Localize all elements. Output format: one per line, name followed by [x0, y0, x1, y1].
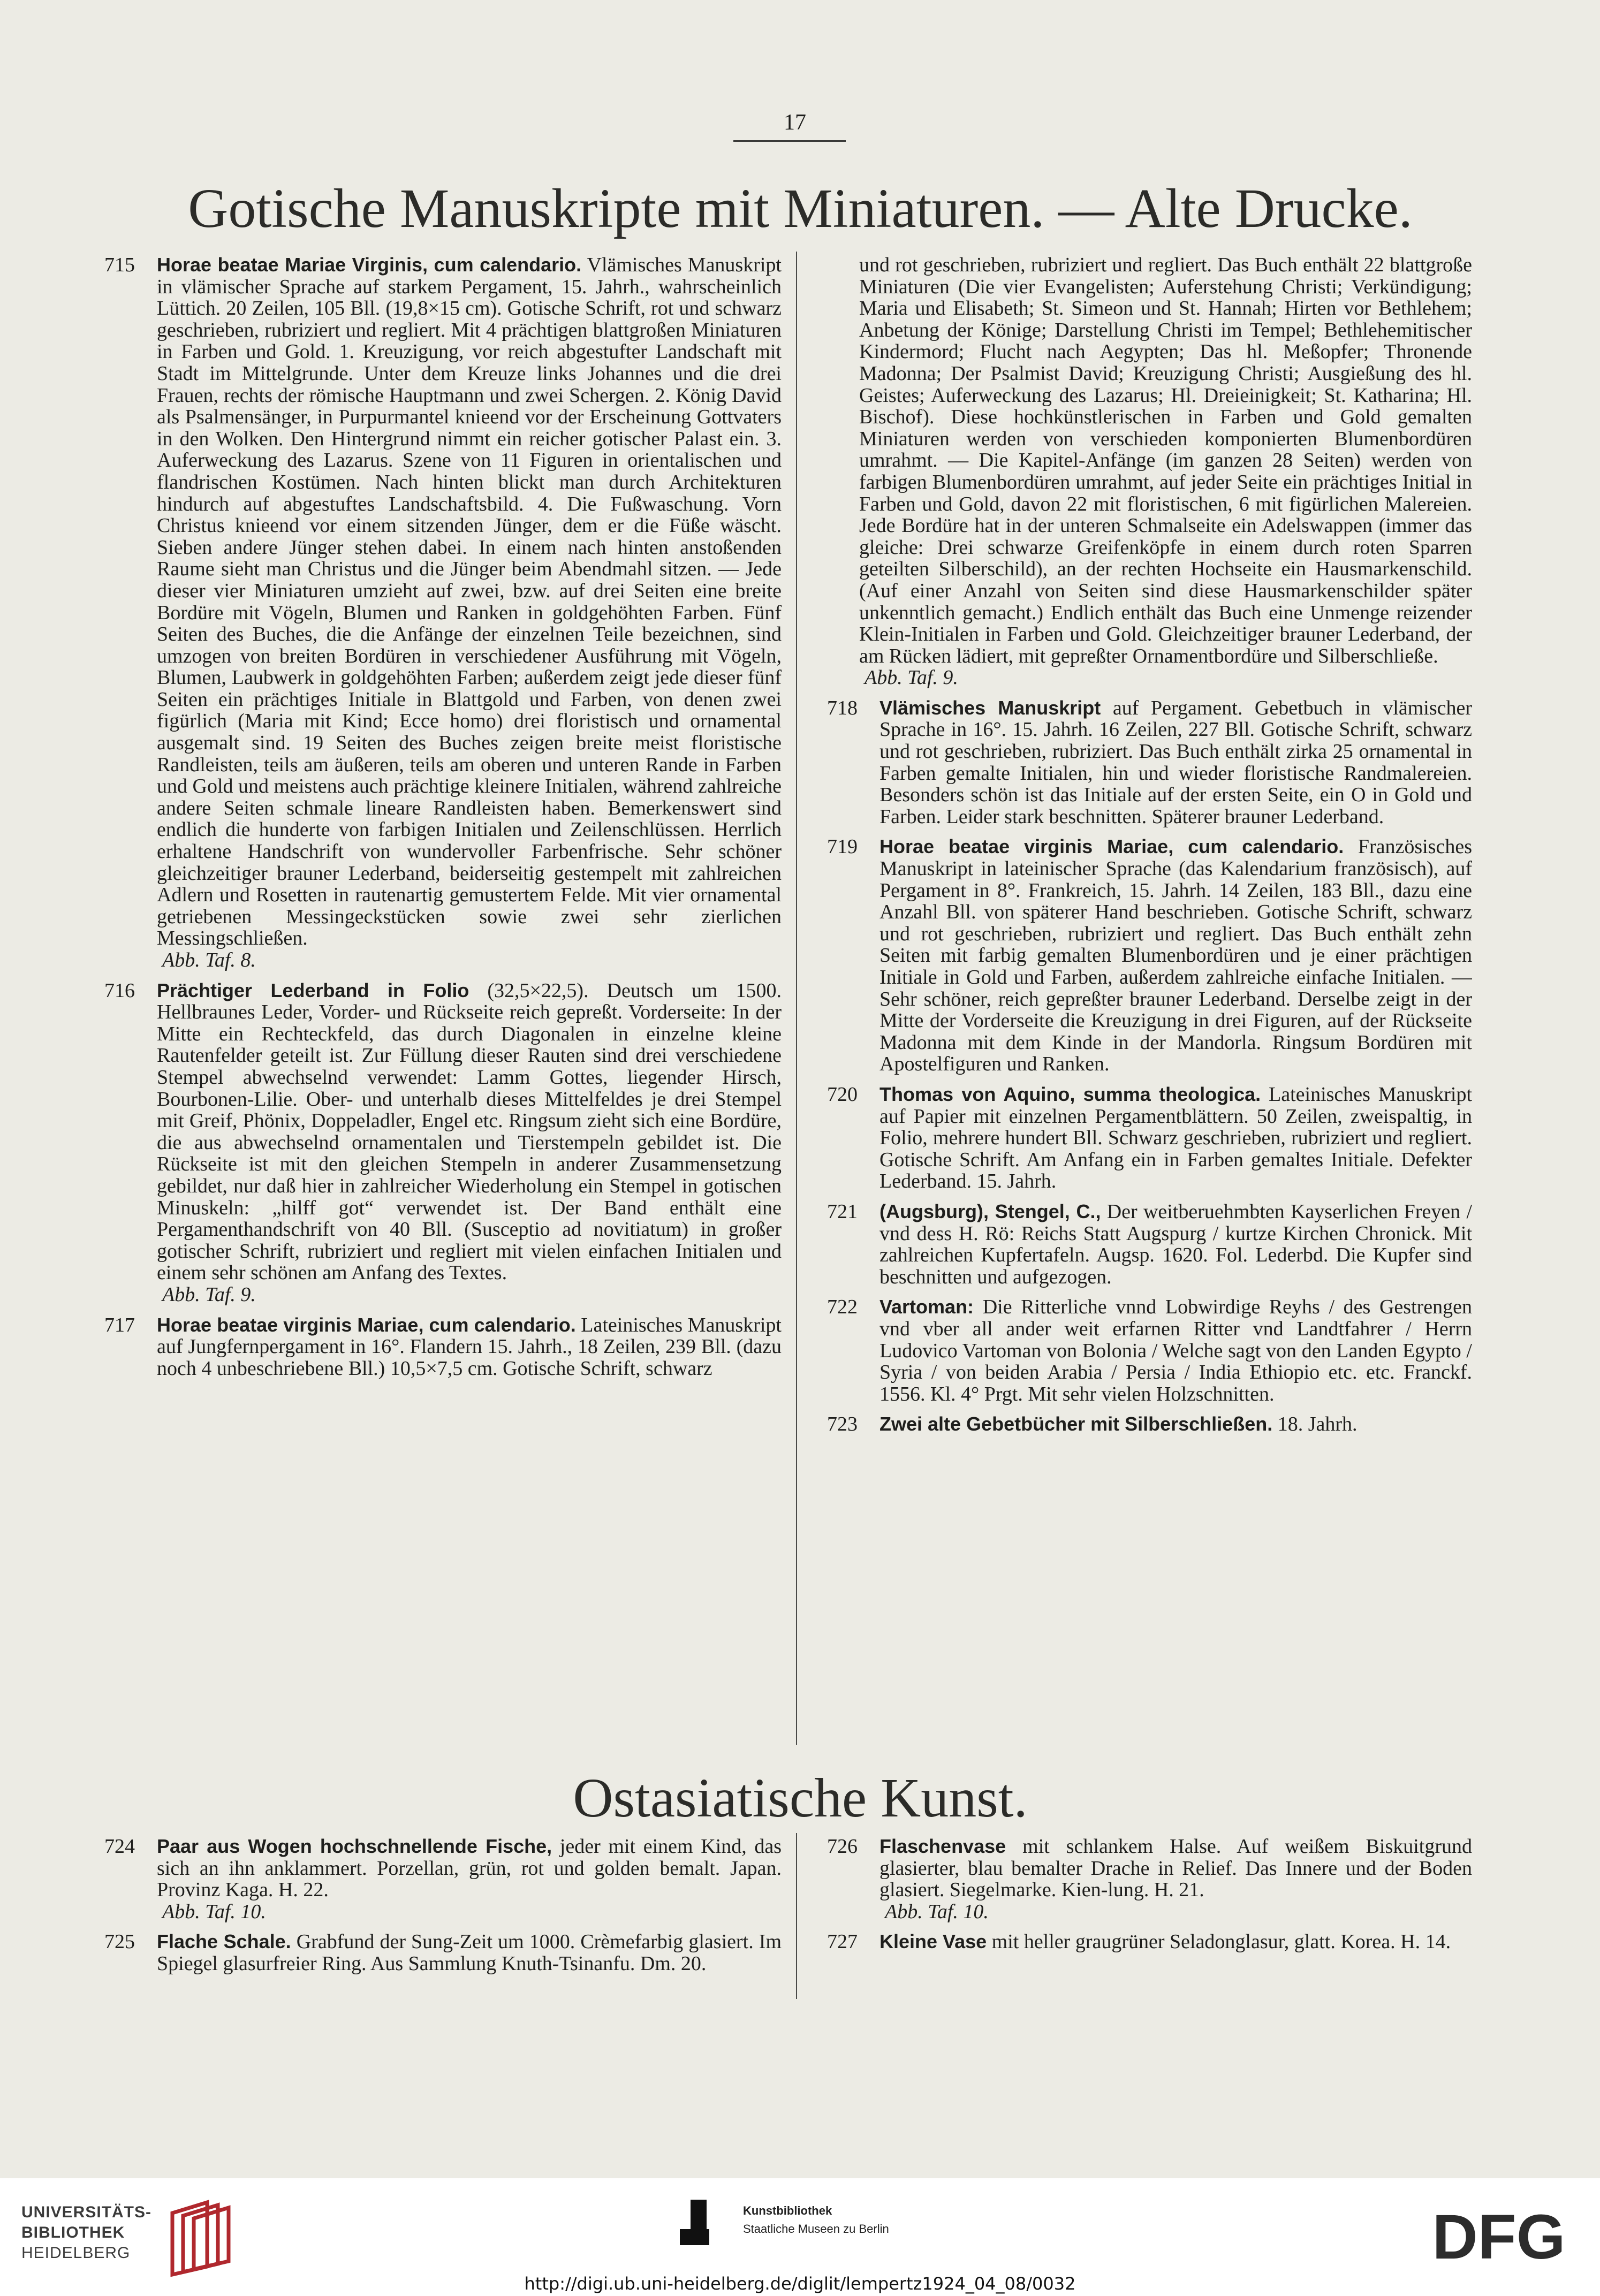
- right-column-east-asian: [827, 1836, 1472, 2007]
- university-library-mark-icon: [162, 2197, 242, 2277]
- entry-heading: Zwei alte Gebetbücher mit Silberschließen.: [879, 1413, 1273, 1435]
- column-divider: [796, 252, 797, 1745]
- entry-text: Grabfund der Sung-Zeit um 1000. Crèmefarbig glasiert. Im Spiegel glasurfreier Ring. Aus Sammlung Knuth-Tsinanfu. Dm. 20.: [157, 1930, 782, 1975]
- catalog-entry-721: [827, 1201, 1472, 1288]
- entry-heading: (Augsburg), Stengel, C.,: [879, 1200, 1101, 1222]
- catalog-entry-715: [104, 254, 782, 971]
- entry-heading: Horae beatae virginis Mariae, cum calendario.: [879, 835, 1344, 858]
- entry-heading: Vlämisches Manuskript: [879, 696, 1101, 719]
- lot-number: 727: [827, 1930, 858, 1953]
- lot-number: 716: [104, 979, 135, 1002]
- catalog-entry-725: [104, 1931, 782, 1974]
- catalog-entry-716: [104, 980, 782, 1306]
- entry-text: Die Ritterliche vnnd Lobwirdige Reyhs / des Gestrengen vnd vber all ander weit erfarnen Ritter vnd Landtfahrer / Herrn Ludovico Vartoman von Bolonia / Welche sagt von den Landen Egypto / Syria / von beiden Arabia / Persia / India Ethiopio etc. etc. Franckf. 1556. Kl. 4° Prgt. Mit sehr vielen Holzschnitten.: [879, 1296, 1472, 1405]
- entry-heading: Paar aus Wogen hochschnellende Fische,: [157, 1836, 552, 1857]
- page-number-rule: [733, 140, 846, 142]
- catalog-entry-717: [104, 1314, 782, 1380]
- catalog-entry-722: [827, 1296, 1472, 1405]
- lot-number: 726: [827, 1836, 858, 1858]
- catalog-entry-724: [104, 1836, 782, 1922]
- entry-text: 18. Jahrh.: [1277, 1413, 1358, 1436]
- entry-text: Der weitberuehmbten Kayserlichen Freyen / vnd dess H. Rö: Reichs Statt Augspurg / kurtze Kirchen Chronick. Mit zahlreichen Kupfertafeln. Augsp. 1620. Fol. Lederbd. Die Kupfer sind beschnitten und aufgezogen.: [879, 1200, 1472, 1288]
- lot-number: 715: [104, 254, 135, 276]
- permalink-url[interactable]: http://digi.ub.uni-heidelberg.de/diglit/lempertz1924_04_08/0032: [524, 2274, 1076, 2294]
- catalog-entry-727: [827, 1931, 1472, 1953]
- entry-heading: Horae beatae Mariae Virginis, cum calendario.: [157, 254, 582, 276]
- lot-number: 723: [827, 1413, 858, 1436]
- entry-text: (32,5×22,5). Deutsch um 1500. Hellbraunes Leder, Vorder- und Rückseite reich gepreßt. Vorderseite: In der Mitte ein Rechteckfeld, das durch Diagonalen in einzelne kleine Rautenfelder geteilt ist. Zur Füllung dieser Rauten sind drei verschiedene Stempel abwechselnd verwendet: Lamm Gottes, liegender Hirsch, Bourbonen-Lilie. Ober- und unterhalb dieses Mittelfeldes je drei Stempel mit Greif, Phönix, Doppeladler, Engel etc. Ringsum zieht sich eine Bordüre, die aus abwechselnd ornamentalen und Tierstempeln gebildet ist. Die Rückseite ist mit den gleichen Stempeln in anderer Zusammensetzung gebildet, nur daß hier in zahlreicher Wiederholung ein Stempel in gotischen Minuskeln: „hilff got“ verwendet ist. Der Band enthält eine Pergamenthandschrift von 40 Bll. (Susceptio ad novitiatum) in großer gotischer Schrift, rubriziert und regliert mit vielen einfachen Initialen und einem sehr schönen am Anfang des Textes.: [157, 979, 782, 1284]
- section-title-east-asian-art: Ostasiatische Kunst.: [573, 1767, 1028, 1829]
- plate-reference: Abb. Taf. 9.: [162, 1283, 256, 1306]
- kunstbibliothek-logo[interactable]: [680, 2200, 947, 2248]
- entry-text: Vlämisches Manuskript in vlämischer Sprache auf starkem Pergament, 15. Jahrh., wahrscheinlich Lüttich. 20 Zeilen, 105 Bll. (19,8×15 cm). Gotische Schrift, rot und schwarz geschrieben, rubriziert und regliert. Mit 4 prächtigen blattgroßen Miniaturen in Farben und Gold. 1. Kreuzigung, vor reich abgestufter Landschaft mit Stadt im Mittelgrunde. Unter dem Kreuze links Johannes und die drei Frauen, rechts der römische Hauptmann und zwei Schergen. 2. König David als Psalmensänger, in Purpurmantel knieend vor der Erscheinung Gottvaters in den Wolken. Den Hintergrund nimmt ein reicher gotischer Palast ein. 3. Auferweckung des Lazarus. Szene von 11 Figuren in orientalischen und flandrischen Kostümen. Nach hinten blickt man durch Architekturen hindurch auf abgestuftes Landschaftsbild. 4. Die Fußwaschung. Vorn Christus knieend vor einem sitzenden Jünger, dem er die Füße wäscht. Sieben andere Jünger stehen dabei. In einem nach hinten anstoßenden Raume sieht man Christus und die Jünger beim Abendmahl sitzen. — Jede dieser vier Miniaturen umzieht auf zwei, bzw. auf drei Seiten eine breite Bordüre mit Vögeln, Blumen und Ranken in goldgehöhten Farben. Fünf Seiten des Buches, die die Anfänge der einzelnen Teile bezeichnen, sind umzogen von breiten Bordüren in verschiedener Ausführung mit Vögeln, Blumen, Laubwerk in goldgehöhten Farben; außerdem zeigt jede dieser fünf Seiten ein prächtiges Initiale in Blattgold und Farben, von denen zwei figürlich (Maria mit Kind; Ecce homo) drei floristisch und ornamental ausgemalt sind. 19 Seiten des Buches zeigen breite meist floristische Randleisten, teils am äußeren, teils am oberen und unteren Rande in Farben und Gold und meistens auch prächtige kleinere Initialen, während zahlreiche andere Seiten schmale lineare Randleisten haben. Bemerkenswert sind endlich die hunderte von farbigen Initialen und Zeilenschlüssen. Herrlich erhaltene Handschrift von wundervoller Farbenfrische. Sehr schöner gleichzeitiger brauner Lederband, beiderseitig gestempelt mit zahlreichen Adlern und Rosetten in rautenartig gemustertem Felde. Mit vier ornamental getriebenen Messingeckstücken sowie zwei sehr zierlichen Messingschließen.: [157, 254, 782, 950]
- plate-reference: Abb. Taf. 10.: [885, 1900, 989, 1923]
- catalog-entry-717-continued: [827, 254, 1472, 689]
- entry-heading: Horae beatae virginis Mariae, cum calendario.: [157, 1313, 576, 1336]
- lot-number: 725: [104, 1930, 135, 1953]
- lot-number: 720: [827, 1083, 858, 1106]
- plate-reference: Abb. Taf. 9.: [865, 666, 958, 689]
- entry-text: Lateinisches Manuskript auf Papier mit einzelnen Pergamentblättern. 50 Zeilen, zweispaltig, in Folio, mehrere hundert Bll. Schwarz geschrieben, rubriziert und regliert. Gotische Schrift. Am Anfang ein in Farben gemaltes Initiale. Defekter Lederband. 15. Jahrh.: [879, 1083, 1472, 1193]
- kunstbibliothek-subtitle: Staatliche Museen zu Berlin: [743, 2222, 889, 2236]
- column-divider: [796, 1833, 797, 1999]
- page-number: 17: [784, 110, 806, 135]
- lot-number: 718: [827, 696, 858, 719]
- lot-number: 724: [104, 1836, 135, 1858]
- catalog-entry-723: [827, 1413, 1472, 1435]
- plate-reference: Abb. Taf. 10.: [162, 1900, 266, 1923]
- entry-heading: Thomas von Aquino, summa theologica.: [879, 1083, 1261, 1105]
- section-title-manuscripts: Gotische Manuskripte mit Miniaturen. — Alte Drucke.: [188, 178, 1413, 239]
- lot-number: 722: [827, 1296, 858, 1319]
- entry-text: und rot geschrieben, rubriziert und regliert. Das Buch enthält 22 blattgroße Miniaturen (Die vier Evangelisten; Auferstehung Christi; Verkündigung; Maria und Elisabeth; St. Simeon und St. Hannah; Hirten vor Bethlehem; Anbetung der Könige; Darstellung Christi im Tempel; Bethlehemitischer Kindermord; Flucht nach Aegypten; Das hl. Meßopfer; Thronende Madonna; Der Psalmist David; Kreuzigung Christi; Ausgießung des hl. Geistes; Auferweckung des Lazarus; Hl. Dreieinigkeit; St. Katharina; Hl. Bischof). Diese hochkünstlerischen in Farben und Gold gemalten Miniaturen werden von verschieden komponierten Blumenbordüren umrahmt. — Die Kapitel-Anfänge (im ganzen 28 Seiten) werden von farbigen Blumenbordüren umrahmt, auf jeder Seite ein prächtiges Initial in Farben und Gold, davon 22 mit floristischen, 6 mit figürlichen Malereien. Jede Bordüre hat in der unteren Schmalseite ein Adelswappen (immer das gleiche: Drei schwarze Greifenköpfe in einem durch roten Sparren geteilten Silberschild), an der rechten Hochseite ein Hausmarkenschild. (Auf einer Anzahl von Seiten sind diese Hausmarkenschilder später unkenntlich gemacht.) Endlich enthält das Buch eine Unmenge reizender Klein-Initialen in Farben und Gold. Gleichzeitiger brauner Lederband, der am Rücken lädiert, mit gepreßter Ornamentbordüre und Silberschließe.: [859, 254, 1472, 667]
- dfg-logo-text: DFG: [1432, 2205, 1566, 2267]
- entry-text: Französisches Manuskript in lateinischer Sprache (das Kalendarium französisch), auf Pergament in 8°. Frankreich, 15. Jahrh. 14 Zeilen, 183 Bll., dazu eine Anzahl Bll. von späterer Hand beschrieben. Gotische Schrift, schwarz und rot geschrieben, rubriziert und regliert. Das Buch enthält zehn Seiten mit farbig gemalten Blumenbordüren und je einer prächtigen Initiale in Gold und Farben, außerdem zahlreiche einfache Initialen. — Sehr schöner, reich gepreßter brauner Lederband. Derselbe zeigt in der Mitte der Vorderseite die Kreuzigung in drei Figuren, auf der Rückseite Madonna mit dem Kinde in der Mandorla. Ringsum Bordüren mit Apostelfiguren und Ranken.: [879, 835, 1472, 1076]
- kunstbibliothek-mark-icon: [680, 2200, 723, 2248]
- entry-text: mit schlankem Halse. Auf weißem Biskuitgrund glasierter, blau bemalter Drache in Relief. Das Innere und der Boden glasiert. Siegelmarke. Kien-lung. H. 21.: [879, 1836, 1472, 1902]
- catalog-entry-718: [827, 697, 1472, 828]
- entry-heading: Kleine Vase: [879, 1930, 987, 1953]
- left-column-east-asian: [104, 1836, 782, 2007]
- logo-line: UNIVERSITÄTS-: [21, 2203, 152, 2221]
- entry-heading: Vartoman:: [879, 1296, 974, 1318]
- dfg-logo[interactable]: [1419, 2205, 1579, 2267]
- entry-text: jeder mit einem Kind, das sich an ihn anklammert. Porzellan, grün, rot und golden bemalt. Japan. Provinz Kaga. H. 22.: [157, 1836, 782, 1902]
- lot-number: 717: [104, 1313, 135, 1336]
- catalog-entry-726: [827, 1836, 1472, 1922]
- kunstbibliothek-name: Kunstbibliothek: [743, 2204, 832, 2217]
- left-column: [104, 254, 782, 1747]
- lot-number: 719: [827, 835, 858, 858]
- logo-line: BIBLIOTHEK: [21, 2224, 125, 2241]
- lot-number: 721: [827, 1200, 858, 1223]
- entry-text: mit heller graugrüner Seladonglasur, glatt. Korea. H. 14.: [991, 1930, 1451, 1953]
- entry-heading: Prächtiger Lederband in Folio: [157, 979, 469, 1001]
- entry-heading: Flache Schale.: [157, 1930, 291, 1953]
- catalog-entry-719: [827, 836, 1472, 1075]
- logo-line: HEIDELBERG: [21, 2244, 131, 2262]
- entry-heading: Flaschenvase: [879, 1836, 1006, 1857]
- entry-text: auf Pergament. Gebetbuch in vlämischer Sprache in 16°. 15. Jahrh. 16 Zeilen, 227 Bll. Gotische Schrift, schwarz und rot geschrieben, rubriziert. Das Buch enthält zirka 25 ornamental in Farben gemalte Initialen, hin und wieder floristische Randmalereien. Besonders schön ist das Initiale auf der ersten Seite, ein O in Gold und Farben. Leider stark beschnitten. Späterer brauner Lederband.: [879, 696, 1472, 828]
- right-column: [827, 254, 1472, 1742]
- plate-reference: Abb. Taf. 8.: [162, 949, 256, 971]
- entry-text: Lateinisches Manuskript auf Jungfernpergament in 16°. Flandern 15. Jahrh., 18 Zeilen, 239 Bll. (dazu noch 4 unbeschriebene Bll.) 10,5×7,5 cm. Gotische Schrift, schwarz: [157, 1313, 782, 1380]
- university-library-logo[interactable]: [21, 2197, 236, 2277]
- catalog-entry-720: [827, 1084, 1472, 1192]
